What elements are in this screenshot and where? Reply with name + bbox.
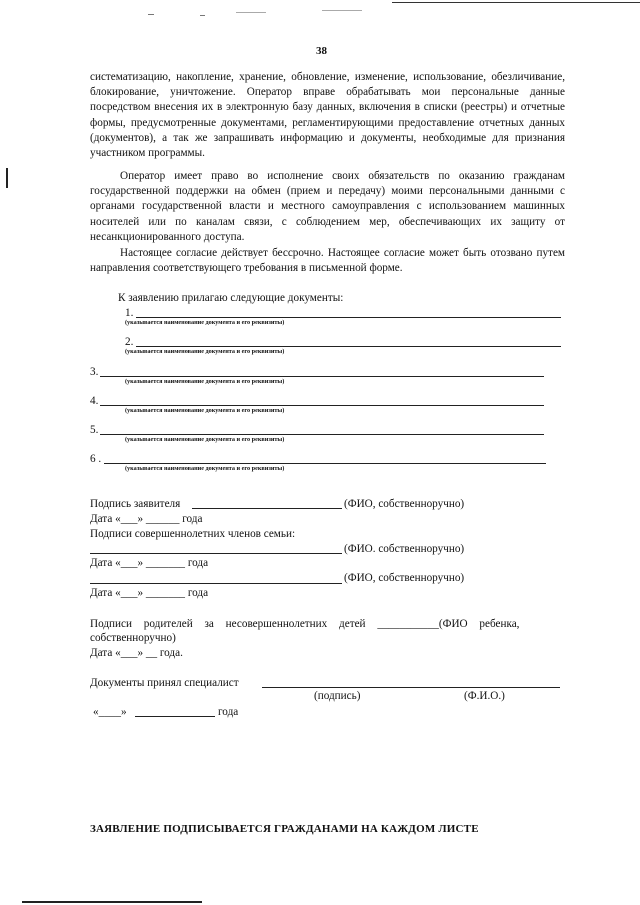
document-5-field[interactable] (100, 434, 544, 435)
family-date-2[interactable]: Дата «___» _______ года (90, 587, 209, 599)
scan-edge-mark (6, 168, 8, 188)
applicant-signature-field[interactable] (192, 508, 342, 509)
document-6-number: 6 . (90, 453, 102, 465)
page-number: 38 (316, 45, 327, 57)
document-1-field[interactable] (136, 317, 561, 318)
document-4-number: 4. (90, 395, 99, 407)
specialist-date-year: года (218, 706, 239, 718)
consent-paragraph-2: Оператор имеет право во исполнение своих обязательств по оказанию гражданам государственной поддержки на обмен (прием и передачу) моими персональными данными с органами государственной власти и местного самоуправления с использованием машинных носителей или по каналам связи, с соблюдением мер, обеспечивающих их защиту от несанкционированного доступа. (90, 170, 565, 243)
document-3-field[interactable] (100, 376, 544, 377)
parents-date[interactable]: Дата «___» __ года. (90, 647, 183, 659)
document-1-number: 1. (125, 307, 134, 319)
applicant-fio-caption: (ФИО, собственноручно) (344, 498, 465, 510)
family-fio-caption-2: (ФИО, собственноручно) (344, 572, 465, 584)
consent-paragraph-3: Настоящее согласие действует бессрочно. Настоящее согласие может быть отозвано путем направления соответствующего требования в письменной форме. (90, 247, 565, 275)
footer-notice: ЗАЯВЛЕНИЕ ПОДПИСЫВАЕТСЯ ГРАЖДАНАМИ НА КАЖДОМ ЛИСТЕ (90, 823, 479, 835)
specialist-date-month-field[interactable] (135, 716, 215, 717)
document-2-field[interactable] (136, 346, 561, 347)
family-signature-field-2[interactable] (90, 583, 342, 584)
family-signatures-label: Подписи совершеннолетних членов семьи: (90, 528, 296, 540)
scan-artifact (322, 10, 362, 11)
document-2-hint: (указывается наименование документа и его реквизиты) (125, 348, 285, 355)
family-signature-field-1[interactable] (90, 553, 342, 554)
scan-artifact (236, 12, 266, 13)
documents-intro: К заявлению прилагаю следующие документы: (118, 292, 344, 304)
consent-paragraph-1: систематизацию, накопление, хранение, обновление, изменение, использование, обезличивание, блокирование, уничтожение. Оператор вправе обрабатывать мои персональные данные посредством внесения их в электронную базу данных, включения в списки (реестры) и отчетные формы, предусмотренные документами, регламентирующими предоставление отчетных данных (документов), а так же запрашивать информацию и документы, необходимые для признания участником программы. (90, 71, 565, 160)
document-1-hint: (указывается наименование документа и его реквизиты) (125, 319, 285, 326)
document-4-field[interactable] (100, 405, 544, 406)
document-6-hint: (указывается наименование документа и его реквизиты) (125, 465, 285, 472)
parents-signature-line-2: собственноручно) (90, 632, 176, 644)
scan-edge-line (392, 2, 640, 3)
specialist-label: Документы принял специалист (90, 677, 239, 689)
specialist-signature-field[interactable] (262, 687, 560, 688)
document-4-hint: (указывается наименование документа и его реквизиты) (125, 407, 285, 414)
scan-edge-bottom (22, 901, 202, 903)
document-2-number: 2. (125, 336, 134, 348)
scan-artifact (200, 15, 205, 16)
specialist-date-day[interactable]: «____» (93, 706, 127, 718)
fio-caption: (Ф.И.О.) (464, 690, 505, 702)
document-5-hint: (указывается наименование документа и его реквизиты) (125, 436, 285, 443)
applicant-date[interactable]: Дата «___» ______ года (90, 513, 203, 525)
document-6-field[interactable] (104, 463, 546, 464)
scan-artifact (148, 14, 154, 15)
parents-signature-line: Подписи родителей за несовершеннолетних детей ___________(ФИО ребенка, (90, 618, 520, 630)
applicant-signature-label: Подпись заявителя (90, 498, 181, 510)
family-date-1[interactable]: Дата «___» _______ года (90, 557, 209, 569)
document-3-number: 3. (90, 366, 99, 378)
document-3-hint: (указывается наименование документа и его реквизиты) (125, 378, 285, 385)
family-fio-caption-1: (ФИО. собственноручно) (344, 543, 465, 555)
signature-caption: (подпись) (314, 690, 361, 702)
document-5-number: 5. (90, 424, 99, 436)
